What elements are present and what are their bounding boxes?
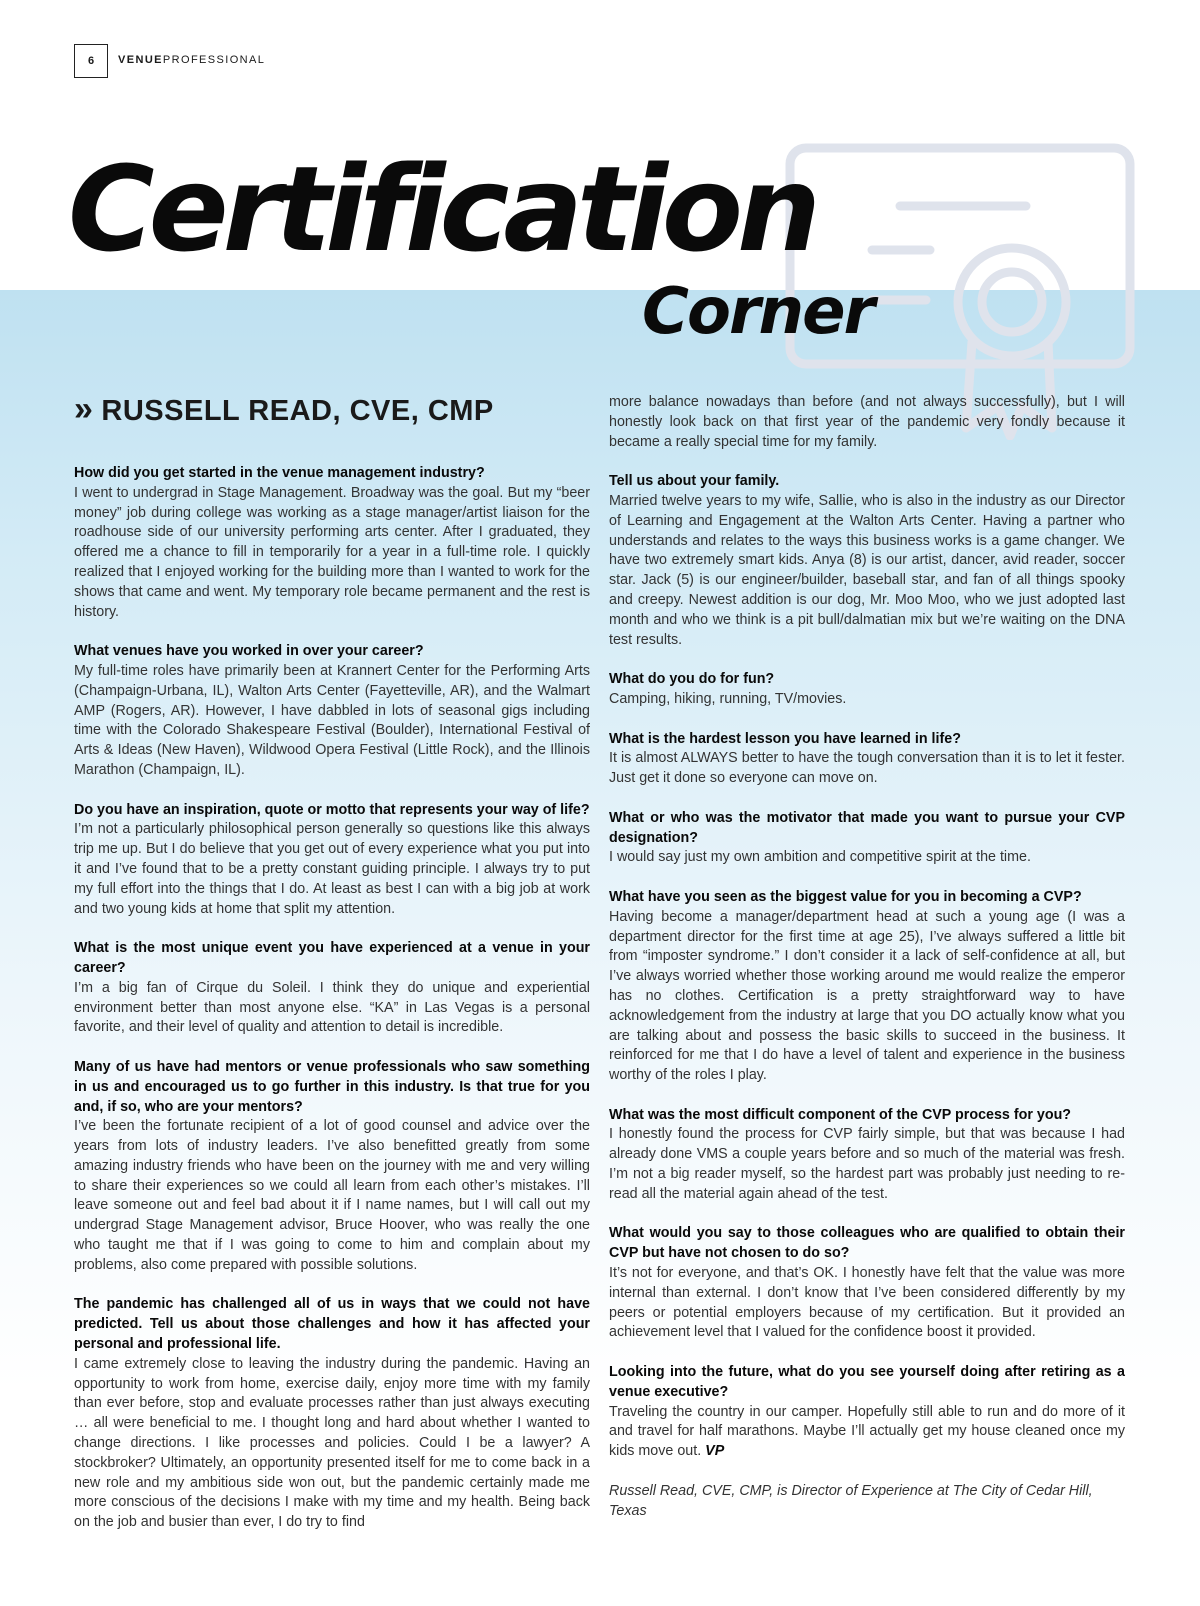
answer: I went to undergrad in Stage Management. Broadway was the goal. But my “beer money” job during college was working as a stage manager/artist liaison for the roadhouse side of our university performing arts center. After I graduated, they offered me a chance to fill in temporarily for a year in a full-time role. I quickly realized that I enjoyed working for the building more than I wanted to work for the shows that came and went. My temporary role became permanent and the rest is history. xyxy=(74,484,590,620)
answer: It is almost ALWAYS better to have the tough conversation than it is to let it fester. Just get it done so everyone can move on. xyxy=(609,750,1125,787)
answer: I’ve been the fortunate recipient of a lot of good counsel and advice over the years from lots of industry leaders. I’ve also benefitted greatly from some amazing industry friends who have been on the journey with me and very willing to share their experiences so we could all learn from each other’s mistakes. I’ll leave someone out and feel bad about it if I name names, but I will call out my undergrad Stage Management advisor, Bruce Hoover, who was really the one who taught me that if I was going to come to him and complain about my problems, also come prepared with possible solutions. xyxy=(74,1118,590,1273)
page-title: Certification xyxy=(68,140,815,278)
left-column xyxy=(74,464,590,1533)
answer: I came extremely close to leaving the industry during the pandemic. Having an opportunity to work from home, exercise daily, enjoy more time with my family than ever before, stop and evaluate processes rather than just always executing … all were beneficial to me. I thought long and hard about whether I wanted to change directions. I like processes and policies. Could I be a lawyer? A stockbroker? Ultimately, an opportunity presented itself for me to come back in a new role and my ambitious side won out, but the pandemic certainly made me more conscious of the decisions I make with my time and my health. Being back on the job and busier than ever, I do try to find xyxy=(74,1355,590,1531)
question: What was the most difficult component of the CVP process for you? xyxy=(609,1106,1072,1123)
page-number: 6 xyxy=(74,44,108,78)
end-mark: VP xyxy=(705,1443,725,1460)
author-bio: Russell Read, CVE, CMP, is Director of Experience at The City of Cedar Hill, Texas xyxy=(609,1482,1093,1519)
question: Looking into the future, what do you see yourself doing after retiring as a venue executive? xyxy=(609,1364,1125,1400)
answer: Having become a manager/department head at such a young age (I was a department director for the first time at age 25), I’ve always suffered a little bit from “imposter syndrome.” I don’t consider it a lack of self-confidence at all, but I’ve always worried whether those working around me would realize the emperor has no clothes. Certification is a pretty straightforward way to have acknowledgement from the industry at large that you DO actually know what you are talking about and possess the basic skills to succeed in the business. It reinforced for me that I do have a level of talent and experience in the business worthy of the roles I play. xyxy=(609,908,1125,1084)
question: What or who was the motivator that made you want to pursue your CVP designation? xyxy=(609,809,1125,846)
question: The pandemic has challenged all of us in ways that we could not have predicted. Tell us about those challenges and how it has affected your personal and professional life. xyxy=(74,1296,590,1353)
question: What is the most unique event you have experienced at a venue in your career? xyxy=(74,940,590,976)
question: What would you say to those colleagues who are qualified to obtain their CVP but have not chosen to do so? xyxy=(609,1225,1125,1262)
answer: It’s not for everyone, and that’s OK. I honestly have felt that the value was more internal than external. I don’t know that I’ve been considered differently by my peers or potential employers because of my certification. But it provided an achievement level that I valued for the confidence boost it provided. xyxy=(609,1265,1125,1341)
answer: Married twelve years to my wife, Sallie, who is also in the industry as our Director of Learning and Engagement at the Walton Arts Center. Having a partner who understands and relates to the ways this business works is a game changer. We have two extremely smart kids. Anya (8) is our artist, dancer, avid reader, soccer star. Jack (5) is our engineer/builder, baseball star, and fan of all things spooky and creepy. Newest addition is our dog, Mr. Moo Moo, who we just adopted last month and who we think is a pit bull/dalmatian mix but we’re waiting on the DNA test results. xyxy=(609,492,1125,648)
question: What do you do for fun? xyxy=(609,671,775,688)
interviewee-byline xyxy=(74,390,494,429)
interviewee-name: RUSSELL READ, CVE, CMP xyxy=(101,395,494,427)
answer: I’m a big fan of Cirque du Soleil. I think they do unique and experiential environment better than most anyone else. “KA” in Las Vegas is a personal favorite, and their level of quality and attention to detail is incredible. xyxy=(74,979,590,1036)
answer: Camping, hiking, running, TV/movies. xyxy=(609,690,847,707)
final-answer-text: Traveling the country in our camper. Hopefully still able to run and do more of it and travel for half marathons. Maybe I’ll actually get my house cleaned once my kids move out. xyxy=(609,1403,1125,1460)
question: What have you seen as the biggest value for you in becoming a CVP? xyxy=(609,888,1082,905)
question: Tell us about your family. xyxy=(609,473,780,490)
right-column xyxy=(609,393,1125,1521)
answer: I’m not a particularly philosophical person generally so questions like this always trip me up. But I do believe that you get out of every experience what you put into it and I’ve found that to be a pretty constant guiding principle. I always try to put my full effort into the things that I do. At least as best I can with a big job at work and two young kids at home that split my attention. xyxy=(74,821,590,917)
magazine-name-bold: VENUE xyxy=(118,54,163,66)
question: Do you have an inspiration, quote or motto that represents your way of life? xyxy=(74,801,590,818)
answer-continuation: more balance nowadays than before (and not always successfully), but I will honestly look back on that first year of the pandemic very fondly because it became a really special time for my family. xyxy=(609,394,1125,450)
question: How did you get started in the venue management industry? xyxy=(74,465,485,481)
question: What venues have you worked in over your career? xyxy=(74,643,424,660)
question: Many of us have had mentors or venue professionals who saw something in us and encouraged us to go further in this industry. Is that true for you and, if so, who are your mentors? xyxy=(74,1058,590,1115)
question: What is the hardest lesson you have learned in life? xyxy=(609,730,961,747)
magazine-name-light: PROFESSIONAL xyxy=(162,54,266,66)
answer xyxy=(609,1403,1125,1462)
page-subtitle: Corner xyxy=(642,275,874,349)
answer: I honestly found the process for CVP fairly simple, but that was because I had already done VMS a couple years before and so much of the material was fresh. I’m not a big reader myself, so the hardest part was probably just needing to re-read all the material again ahead of the test. xyxy=(609,1126,1125,1202)
answer: I would say just my own ambition and competitive spirit at the time. xyxy=(609,849,1031,866)
answer: My full-time roles have primarily been at Krannert Center for the Performing Arts (Champaign-Urbana, IL), Walton Arts Center (Fayetteville, AR), and the Walmart AMP (Rogers, AR). However, I have dabbled in lots of seasonal gigs including time with the Colorado Shakespeare Festival (Boulder), International Festival of Arts & Ideas (New Haven), Wildwood Opera Festival (Little Rock), and the Illinois Marathon (Champaign, IL). xyxy=(74,662,590,778)
chevron-double-right-icon: » xyxy=(74,390,94,428)
magazine-name xyxy=(118,54,265,66)
